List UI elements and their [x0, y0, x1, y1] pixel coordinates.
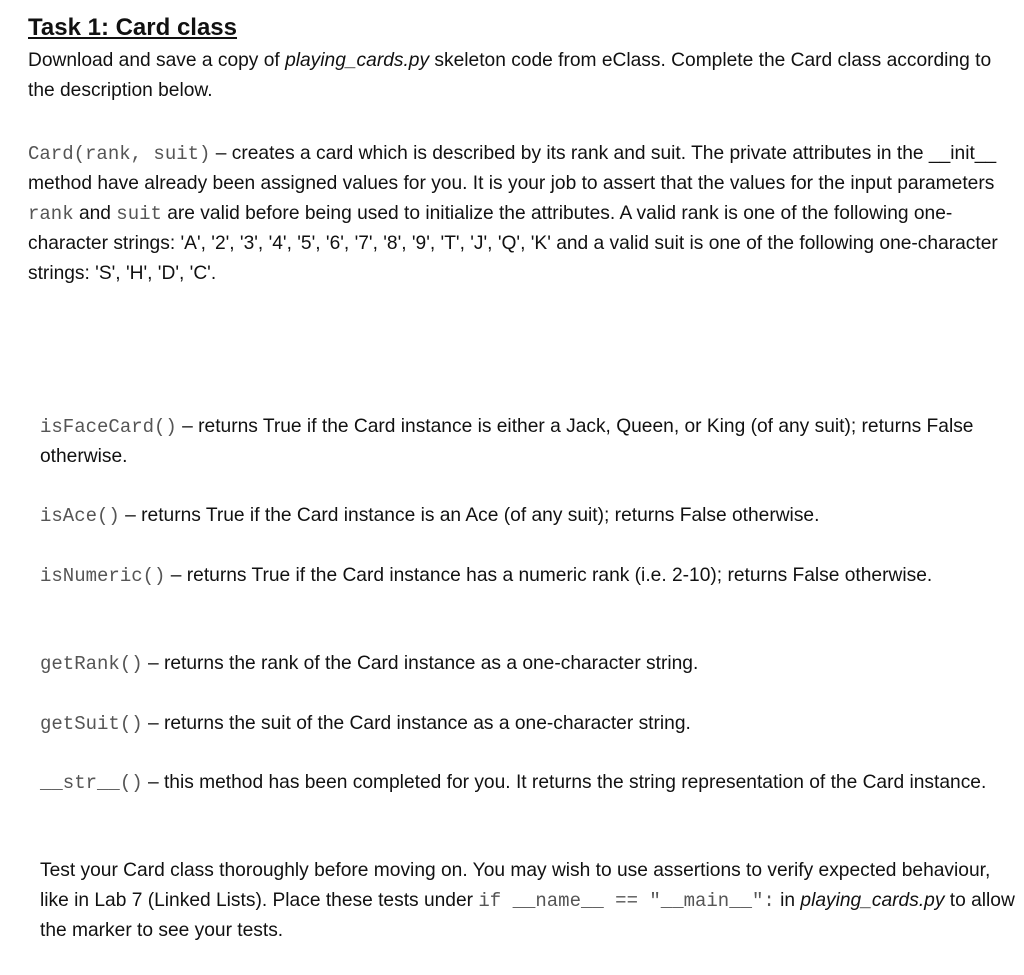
method-signature: isAce() [40, 505, 120, 527]
method-signature: isFaceCard() [40, 416, 177, 438]
rank-param: rank [28, 203, 74, 225]
method-signature: getRank() [40, 653, 143, 675]
skeleton-filename: playing_cards.py [285, 50, 430, 71]
method-str [40, 768, 1015, 798]
method-signature: isNumeric() [40, 565, 166, 587]
testing-instructions: Test your Card class thoroughly before moving on. You may wish to use assertions to verify expected behaviour, like in Lab 7 (Linked Lists). Place these tests under if __name__ == "__main__": in playing_cards.py to allow the marker to see your tests. [40, 860, 1015, 941]
method-description: – returns the rank of the Card instance as a one-character string. [142, 653, 699, 674]
method-isfacecard [40, 412, 1015, 472]
test-filename: playing_cards.py [800, 890, 945, 911]
method-description: – returns True if the Card instance has a numeric rank (i.e. 2-10); returns False otherwise. [165, 565, 933, 586]
suit-param: suit [116, 203, 162, 225]
method-signature: __str__() [40, 772, 143, 794]
method-description: – returns True if the Card instance is an Ace (of any suit); returns False otherwise. [119, 505, 820, 526]
method-isace [40, 501, 1015, 531]
intro-paragraph: Download and save a copy of playing_cards.py skeleton code from eClass. Complete the Card class according to the description below. [28, 50, 992, 101]
method-isnumeric [40, 561, 1015, 591]
task-title: Task 1: Card class [28, 14, 238, 41]
method-description: – returns the suit of the Card instance as a one-character string. [142, 713, 691, 734]
main-guard-code: if __name__ == "__main__": [478, 890, 775, 912]
method-signature: getSuit() [40, 713, 143, 735]
card-constructor-description: Card(rank, suit) – creates a card which is described by its rank and suit. The private attributes in the __init__ method have already been assigned values for you. It is your job to assert that the values for the input parameters rank and suit are valid before being used to initialize the attributes. A valid rank is one of the following one-character strings: 'A', '2', '3', '4', '5', '6', '7', '8', '9', 'T', 'J', 'Q', 'K' and a valid suit is one of the following one-character strings: 'S', 'H', 'D', 'C'. [28, 143, 998, 284]
init-method-name: __init__ [928, 143, 997, 164]
card-signature: Card(rank, suit) [28, 143, 211, 165]
method-description: – this method has been completed for you. It returns the string representation of the Card instance. [142, 772, 987, 793]
method-getsuit [40, 709, 1015, 739]
method-getrank [40, 649, 1015, 679]
method-description: – returns True if the Card instance is either a Jack, Queen, or King (of any suit); returns False otherwise. [40, 416, 974, 467]
